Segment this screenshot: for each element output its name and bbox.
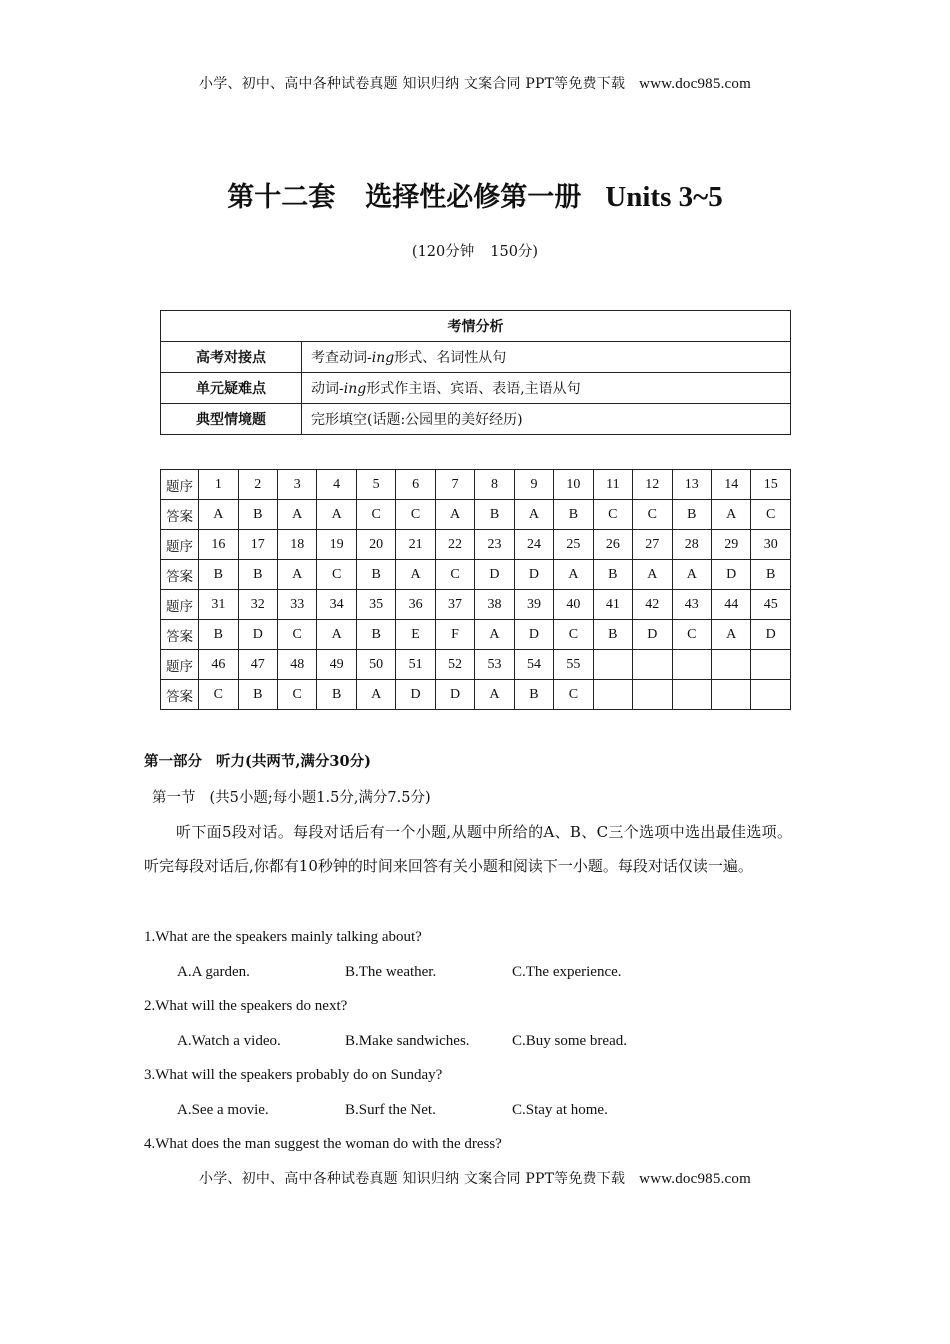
option-1b: B.The weather.: [345, 964, 437, 980]
answer-cell: D: [751, 620, 791, 650]
question-number-cell: 11: [593, 470, 632, 500]
question-number-cell: 50: [356, 650, 395, 680]
question-number-cell: 44: [711, 590, 750, 620]
question-number-row: [161, 470, 791, 500]
answer-cell: C: [593, 500, 632, 530]
question-number-cell: [751, 650, 791, 680]
question-number-cell: 46: [199, 650, 238, 680]
question-number-cell: 31: [199, 590, 238, 620]
question-number-cell: 40: [554, 590, 593, 620]
question-number-cell: 51: [396, 650, 435, 680]
answer-cell: B: [514, 680, 553, 710]
question-number-cell: 20: [356, 530, 395, 560]
question-number-cell: 25: [554, 530, 593, 560]
question-number-cell: [593, 650, 632, 680]
answer-cell: C: [278, 620, 317, 650]
analysis-row: [161, 373, 791, 404]
question-number-cell: 6: [396, 470, 435, 500]
analysis-label: 典型情境题: [161, 404, 302, 435]
analysis-label: 单元疑难点: [161, 373, 302, 404]
option-3a: A.See a movie.: [177, 1102, 269, 1118]
answer-cell: A: [672, 560, 711, 590]
answer-cell: A: [396, 560, 435, 590]
option-3c: C.Stay at home.: [512, 1102, 608, 1118]
question-3: 3.What will the speakers probably do on Sunday?: [144, 1067, 443, 1083]
question-number-cell: 16: [199, 530, 238, 560]
question-number-cell: [672, 650, 711, 680]
answer-cell: B: [475, 500, 514, 530]
answer-cell: A: [278, 500, 317, 530]
answer-cell: B: [199, 620, 238, 650]
question-number-cell: 45: [751, 590, 791, 620]
question-number-cell: 38: [475, 590, 514, 620]
answer-cell: C: [356, 500, 395, 530]
answer-cell: C: [396, 500, 435, 530]
answer-cell: D: [514, 560, 553, 590]
question-number-cell: 29: [711, 530, 750, 560]
question-number-cell: 15: [751, 470, 791, 500]
answer-cell: B: [238, 560, 277, 590]
answer-cell: A: [475, 680, 514, 710]
question-number-cell: 19: [317, 530, 356, 560]
answer-cell: B: [356, 620, 395, 650]
option-1a: A.A garden.: [177, 964, 250, 980]
header-text: 小学、初中、高中各种试卷真题 知识归纳 文案合同 PPT等免费下载: [199, 76, 626, 92]
answer-cell: [593, 680, 632, 710]
question-number-cell: 37: [435, 590, 474, 620]
answer-cell: D: [435, 680, 474, 710]
question-number-row: [161, 530, 791, 560]
exam-score: 150分): [490, 244, 539, 260]
answer-cell: C: [751, 500, 791, 530]
exam-duration: [0, 240, 950, 261]
analysis-value: 动词-ing形式作主语、宾语、表语,主语从句: [302, 373, 791, 404]
question-number-cell: 21: [396, 530, 435, 560]
question-number-cell: 3: [278, 470, 317, 500]
row-label: 答案: [161, 680, 199, 710]
answer-cell: B: [199, 560, 238, 590]
answer-cell: D: [514, 620, 553, 650]
question-number-cell: 9: [514, 470, 553, 500]
question-number-cell: 1: [199, 470, 238, 500]
answer-cell: B: [317, 680, 356, 710]
answer-cell: A: [633, 560, 672, 590]
analysis-heading: 考情分析: [161, 311, 791, 342]
header-url[interactable]: www.doc985.com: [639, 76, 751, 92]
row-label: 答案: [161, 620, 199, 650]
option-3b: B.Surf the Net.: [345, 1102, 436, 1118]
question-number-row: [161, 590, 791, 620]
question-number-cell: 41: [593, 590, 632, 620]
analysis-value: 考查动词-ing形式、名词性从句: [302, 342, 791, 373]
question-number-cell: 54: [514, 650, 553, 680]
question-number-cell: 47: [238, 650, 277, 680]
question-number-cell: 2: [238, 470, 277, 500]
answer-cell: A: [435, 500, 474, 530]
answer-cell: [711, 680, 750, 710]
question-number-cell: 13: [672, 470, 711, 500]
answer-table: [160, 469, 791, 710]
analysis-table: [160, 310, 791, 435]
answer-cell: C: [672, 620, 711, 650]
answer-cell: F: [435, 620, 474, 650]
question-number-cell: 26: [593, 530, 632, 560]
page-footer: [0, 1168, 950, 1188]
question-number-cell: 39: [514, 590, 553, 620]
row-label: 题序: [161, 650, 199, 680]
answer-cell: A: [711, 500, 750, 530]
question-number-cell: [711, 650, 750, 680]
analysis-value: 完形填空(话题:公园里的美好经历): [302, 404, 791, 435]
question-number-cell: 35: [356, 590, 395, 620]
row-label: 题序: [161, 530, 199, 560]
option-1c: C.The experience.: [512, 964, 622, 980]
answer-cell: [672, 680, 711, 710]
part-one-heading: [144, 750, 371, 771]
question-number-row: [161, 650, 791, 680]
question-number-cell: 24: [514, 530, 553, 560]
footer-text: 小学、初中、高中各种试卷真题 知识归纳 文案合同 PPT等免费下载: [199, 1171, 626, 1187]
question-number-cell: 12: [633, 470, 672, 500]
answer-cell: A: [514, 500, 553, 530]
question-4: 4.What does the man suggest the woman do with the dress?: [144, 1136, 502, 1152]
question-number-cell: 49: [317, 650, 356, 680]
question-number-cell: 5: [356, 470, 395, 500]
answer-cell: D: [633, 620, 672, 650]
section-one-title: 第一节: [152, 790, 196, 806]
answer-cell: A: [475, 620, 514, 650]
analysis-label: 高考对接点: [161, 342, 302, 373]
question-number-cell: 33: [278, 590, 317, 620]
question-number-cell: 34: [317, 590, 356, 620]
answer-cell: A: [317, 500, 356, 530]
answer-cell: B: [554, 500, 593, 530]
row-label: 答案: [161, 500, 199, 530]
page-title: [0, 175, 950, 214]
answer-cell: B: [238, 500, 277, 530]
title-set: 第十二套: [227, 182, 336, 213]
question-number-cell: 18: [278, 530, 317, 560]
section-one-heading: [152, 786, 431, 807]
question-number-cell: 4: [317, 470, 356, 500]
answer-cell: A: [554, 560, 593, 590]
question-number-cell: 30: [751, 530, 791, 560]
question-number-cell: 10: [554, 470, 593, 500]
answer-cell: B: [238, 680, 277, 710]
question-number-cell: 32: [238, 590, 277, 620]
answer-cell: D: [475, 560, 514, 590]
answer-cell: B: [751, 560, 791, 590]
answer-cell: C: [554, 680, 593, 710]
question-number-cell: 27: [633, 530, 672, 560]
question-number-cell: 28: [672, 530, 711, 560]
title-book: 选择性必修第一册: [365, 182, 582, 213]
part-one-desc: 听力(共两节,满分30分): [216, 753, 371, 770]
answer-row: [161, 560, 791, 590]
answer-cell: A: [356, 680, 395, 710]
question-number-cell: 22: [435, 530, 474, 560]
question-number-cell: 52: [435, 650, 474, 680]
row-label: 题序: [161, 470, 199, 500]
question-number-cell: 43: [672, 590, 711, 620]
answer-cell: A: [711, 620, 750, 650]
answer-cell: B: [356, 560, 395, 590]
answer-cell: B: [593, 560, 632, 590]
answer-cell: C: [317, 560, 356, 590]
answer-cell: D: [711, 560, 750, 590]
instructions-paragraph: 听下面5段对话。每段对话后有一个小题,从题中所给的A、B、C三个选项中选出最佳选项。听完每段对话后,你都有10秒钟的时间来回答有关小题和阅读下一小题。每段对话仅读一遍。: [144, 823, 792, 875]
question-number-cell: 7: [435, 470, 474, 500]
section-one-desc: (共5小题;每小题1.5分,满分7.5分): [209, 790, 431, 806]
question-number-cell: 36: [396, 590, 435, 620]
answer-cell: A: [199, 500, 238, 530]
answer-cell: B: [593, 620, 632, 650]
answer-cell: A: [278, 560, 317, 590]
question-number-cell: 48: [278, 650, 317, 680]
question-number-cell: 23: [475, 530, 514, 560]
answer-cell: B: [672, 500, 711, 530]
footer-url[interactable]: www.doc985.com: [639, 1171, 751, 1187]
option-2a: A.Watch a video.: [177, 1033, 281, 1049]
analysis-row: [161, 404, 791, 435]
exam-time: (120分钟: [411, 244, 475, 260]
row-label: 题序: [161, 590, 199, 620]
question-number-cell: 55: [554, 650, 593, 680]
answer-cell: C: [435, 560, 474, 590]
answer-cell: [751, 680, 791, 710]
option-2b: B.Make sandwiches.: [345, 1033, 470, 1049]
page-header: [0, 73, 950, 93]
option-2c: C.Buy some bread.: [512, 1033, 627, 1049]
answer-row: [161, 500, 791, 530]
answer-cell: D: [396, 680, 435, 710]
question-number-cell: 53: [475, 650, 514, 680]
answer-cell: D: [238, 620, 277, 650]
answer-row: [161, 680, 791, 710]
answer-cell: C: [278, 680, 317, 710]
answer-cell: [633, 680, 672, 710]
answer-cell: E: [396, 620, 435, 650]
question-number-cell: 14: [711, 470, 750, 500]
question-number-cell: [633, 650, 672, 680]
question-number-cell: 42: [633, 590, 672, 620]
title-units: Units 3~5: [605, 181, 723, 213]
answer-cell: C: [554, 620, 593, 650]
answer-cell: C: [633, 500, 672, 530]
question-number-cell: 8: [475, 470, 514, 500]
answer-cell: A: [317, 620, 356, 650]
row-label: 答案: [161, 560, 199, 590]
answer-row: [161, 620, 791, 650]
question-number-cell: 17: [238, 530, 277, 560]
question-2: 2.What will the speakers do next?: [144, 998, 348, 1014]
analysis-row: [161, 342, 791, 373]
part-one-title: 第一部分: [144, 753, 202, 770]
question-1: 1.What are the speakers mainly talking about?: [144, 929, 422, 945]
answer-cell: C: [199, 680, 238, 710]
